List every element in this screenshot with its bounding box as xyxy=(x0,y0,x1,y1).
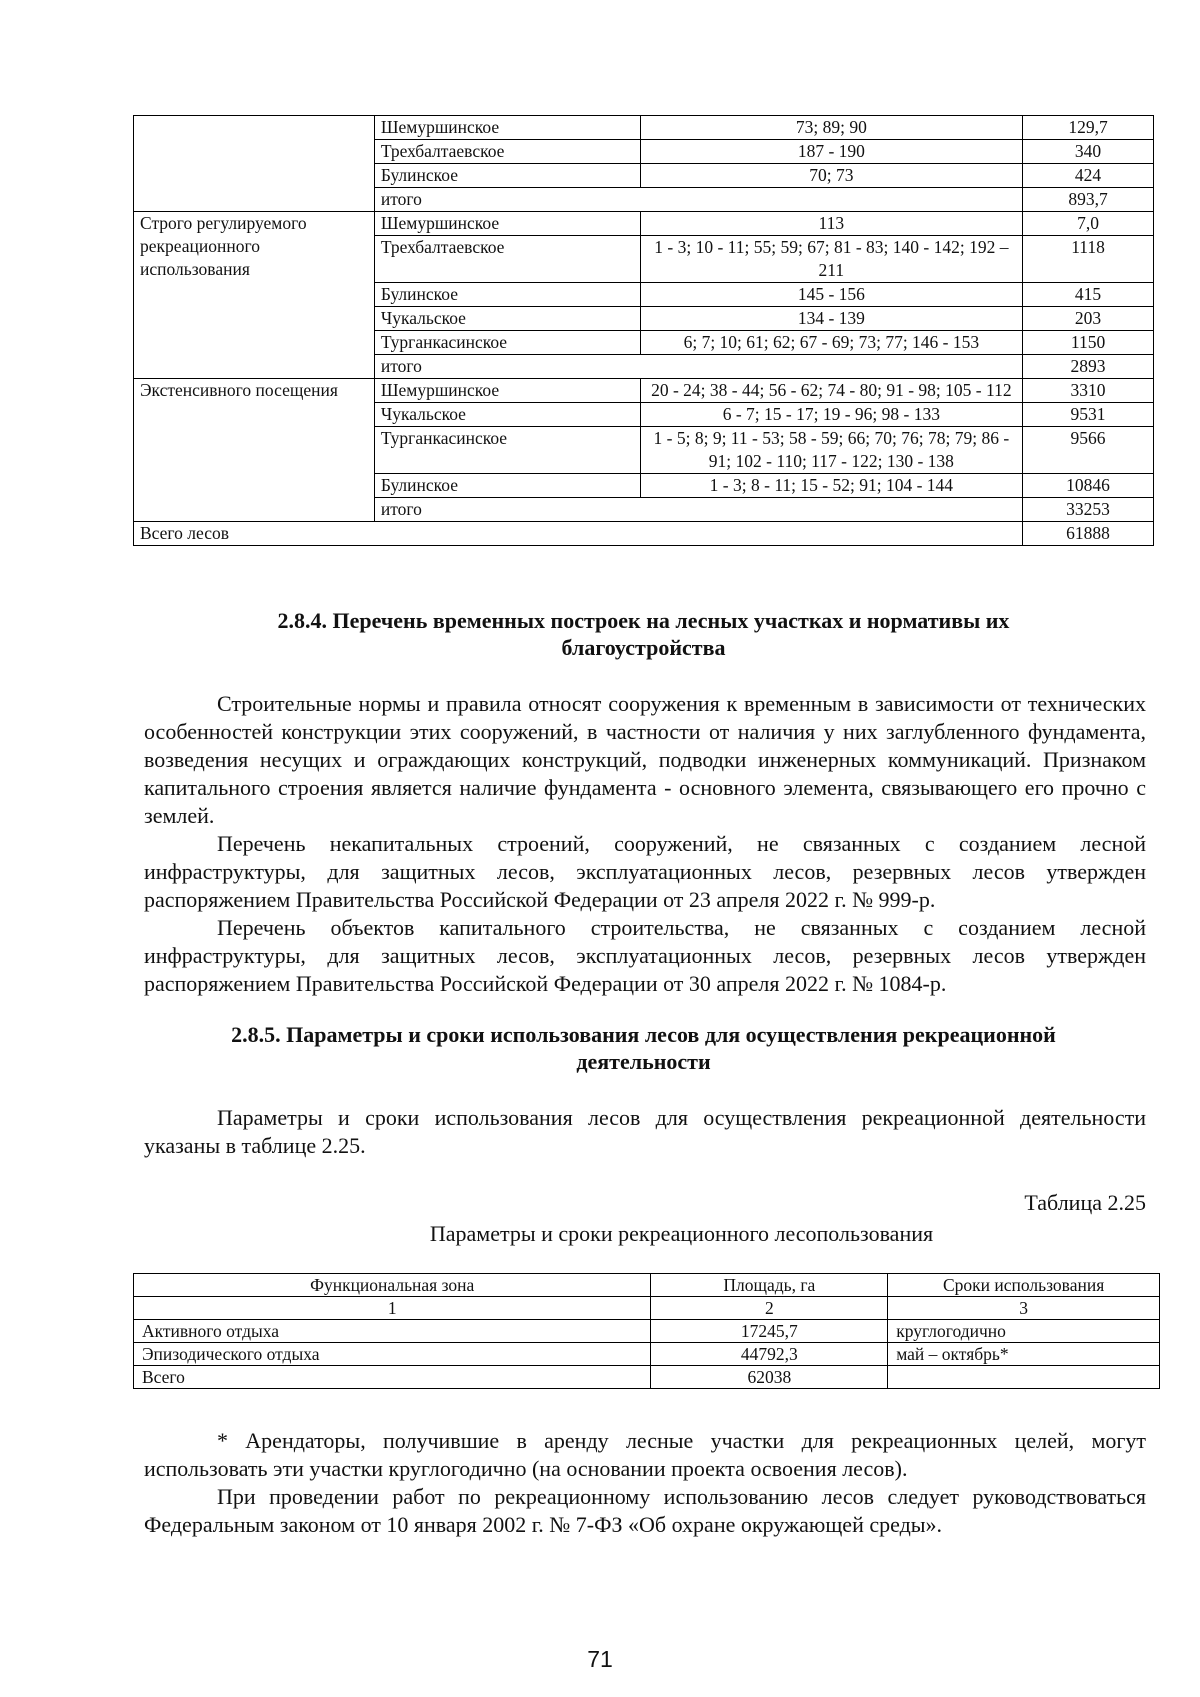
forestry-cell: Шемуршинское xyxy=(374,379,640,403)
term-cell: май – октябрь* xyxy=(888,1343,1160,1366)
header-cell: Площадь, га xyxy=(651,1274,888,1297)
zone-cell: Строго регулируемого рекреационного использования xyxy=(134,212,375,379)
table-row xyxy=(134,1343,1160,1366)
recreational-use-table xyxy=(133,1273,1160,1389)
table-row xyxy=(134,1320,1160,1343)
area-cell: 62038 xyxy=(651,1366,888,1389)
blocks-cell: 1 - 3; 10 - 11; 55; 59; 67; 81 - 83; 140 - 142; 192 – 211 xyxy=(640,236,1022,283)
header-cell: Сроки использования xyxy=(888,1274,1160,1297)
area-cell: 893,7 xyxy=(1023,188,1154,212)
column-number-cell: 2 xyxy=(651,1297,888,1320)
area-cell: 424 xyxy=(1023,164,1154,188)
area-cell: 129,7 xyxy=(1023,116,1154,140)
blocks-cell: 134 - 139 xyxy=(640,307,1022,331)
forestry-cell: Булинское xyxy=(374,474,640,498)
blocks-cell: 20 - 24; 38 - 44; 56 - 62; 74 - 80; 91 - 98; 105 - 112 xyxy=(640,379,1022,403)
forestry-cell: Турганкасинское xyxy=(374,331,640,355)
area-cell: 44792,3 xyxy=(651,1343,888,1366)
heading-line: деятельности xyxy=(576,1049,711,1074)
blocks-cell: 1 - 3; 8 - 11; 15 - 52; 91; 104 - 144 xyxy=(640,474,1022,498)
recreation-zones-table xyxy=(133,115,1154,546)
area-cell: 415 xyxy=(1023,283,1154,307)
zone-cell xyxy=(134,116,375,212)
forestry-cell: Трехбалтаевское xyxy=(374,140,640,164)
area-cell: 10846 xyxy=(1023,474,1154,498)
paragraph: Перечень объектов капитального строительства, не связанных с созданием лесной инфраструктуры, для защитных лесов, эксплуатационных лесов, резервных лесов утвержден распоряжением Правительства Российской Федерации от 30 апреля 2022 г. № 1084-р. xyxy=(144,915,1146,996)
forestry-cell: Трехбалтаевское xyxy=(374,236,640,283)
table-label: Таблица 2.25 xyxy=(1024,1190,1146,1215)
blocks-cell: 6; 7; 10; 61; 62; 67 - 69; 73; 77; 146 - 153 xyxy=(640,331,1022,355)
area-cell: 33253 xyxy=(1023,498,1154,522)
zone-cell: Активного отдыха xyxy=(134,1320,651,1343)
heading-line: 2.8.5. Параметры и сроки использования лесов для осуществления рекреационной xyxy=(231,1022,1056,1047)
area-cell: 203 xyxy=(1023,307,1154,331)
area-cell: 2893 xyxy=(1023,355,1154,379)
zone-cell: Экстенсивного посещения xyxy=(134,379,375,522)
blocks-cell: 113 xyxy=(640,212,1022,236)
forestry-cell: Шемуршинское xyxy=(374,212,640,236)
term-cell xyxy=(888,1366,1160,1389)
subtotal-label-cell: итого xyxy=(374,498,1022,522)
table-header-row xyxy=(134,1274,1160,1297)
table-row xyxy=(134,1366,1160,1389)
paragraph: Строительные нормы и правила относят сооружения к временным в зависимости от технических особенностей конструкции этих сооружений, в частности от наличия у них заглубленного фундамента, возведения несущих и ограждающих конструкций, подводки инженерных коммуникаций. Признаком капитального строения является наличие фундамента - основного элемента, связывающего его прочно с землей. xyxy=(144,691,1146,828)
table-number-row xyxy=(134,1297,1160,1320)
table-row xyxy=(134,212,1154,236)
blocks-cell: 70; 73 xyxy=(640,164,1022,188)
total-value-cell: 61888 xyxy=(1023,522,1154,546)
total-label-cell: Всего лесов xyxy=(134,522,1023,546)
heading-line: 2.8.4. Перечень временных построек на лесных участках и нормативы их xyxy=(277,608,1010,633)
subtotal-label-cell: итого xyxy=(374,188,1022,212)
footnote-paragraph: * Арендаторы, получившие в аренду лесные участки для рекреационных целей, могут использовать эти участки круглогодично (на основании проекта освоения лесов). xyxy=(144,1428,1146,1481)
area-cell: 3310 xyxy=(1023,379,1154,403)
term-cell: круглогодично xyxy=(888,1320,1160,1343)
footnote-block xyxy=(144,1427,1146,1539)
zone-cell: Всего xyxy=(134,1366,651,1389)
forestry-cell: Чукальское xyxy=(374,403,640,427)
paragraph: Параметры и сроки использования лесов для осуществления рекреационной деятельности указаны в таблице 2.25. xyxy=(144,1105,1146,1158)
section-heading-2-8-5 xyxy=(133,1021,1154,1075)
section-heading-2-8-4 xyxy=(133,607,1154,661)
blocks-cell: 73; 89; 90 xyxy=(640,116,1022,140)
area-cell: 1150 xyxy=(1023,331,1154,355)
area-cell: 340 xyxy=(1023,140,1154,164)
area-cell: 7,0 xyxy=(1023,212,1154,236)
area-cell: 9531 xyxy=(1023,403,1154,427)
zone-cell: Эпизодического отдыха xyxy=(134,1343,651,1366)
table-row xyxy=(134,116,1154,140)
area-cell: 17245,7 xyxy=(651,1320,888,1343)
area-cell: 9566 xyxy=(1023,427,1154,474)
column-number-cell: 3 xyxy=(888,1297,1160,1320)
header-cell: Функциональная зона xyxy=(134,1274,651,1297)
forestry-cell: Булинское xyxy=(374,283,640,307)
forestry-cell: Чукальское xyxy=(374,307,640,331)
table-row xyxy=(134,379,1154,403)
page-number: 71 xyxy=(587,1646,613,1672)
table-row-total xyxy=(134,522,1154,546)
paragraph: При проведении работ по рекреационному использованию лесов следует руководствоваться Федеральным законом от 10 января 2002 г. № 7-ФЗ «Об охране окружающей среды». xyxy=(144,1484,1146,1537)
table-caption: Параметры и сроки рекреационного лесопользования xyxy=(429,1221,934,1246)
blocks-cell: 187 - 190 xyxy=(640,140,1022,164)
column-number-cell: 1 xyxy=(134,1297,651,1320)
paragraph: Перечень некапитальных строений, сооружений, не связанных с созданием лесной инфраструктуры, для защитных лесов, эксплуатационных лесов, резервных лесов утвержден распоряжением Правительства Российской Федерации от 23 апреля 2022 г. № 999-р. xyxy=(144,831,1146,912)
blocks-cell: 1 - 5; 8; 9; 11 - 53; 58 - 59; 66; 70; 76; 78; 79; 86 - 91; 102 - 110; 117 - 122; 130 - 138 xyxy=(640,427,1022,474)
heading-line: благоустройства xyxy=(561,635,726,660)
blocks-cell: 145 - 156 xyxy=(640,283,1022,307)
section-2-8-4-body xyxy=(144,690,1146,998)
subtotal-label-cell: итого xyxy=(374,355,1022,379)
section-2-8-5-body xyxy=(144,1104,1146,1160)
forestry-cell: Булинское xyxy=(374,164,640,188)
forestry-cell: Турганкасинское xyxy=(374,427,640,474)
blocks-cell: 6 - 7; 15 - 17; 19 - 96; 98 - 133 xyxy=(640,403,1022,427)
area-cell: 1118 xyxy=(1023,236,1154,283)
forestry-cell: Шемуршинское xyxy=(374,116,640,140)
